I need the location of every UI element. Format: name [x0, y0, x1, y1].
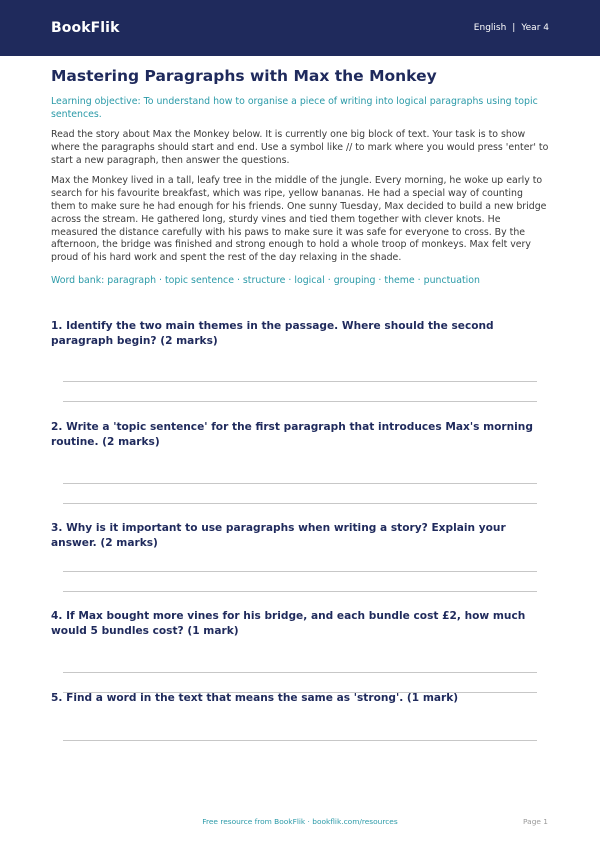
story-passage: Max the Monkey lived in a tall, leafy tree in the middle of the jungle. Every morning, he woke up early to search for his favourite breakfast, which was ripe, yellow bananas. He had a special way of counting them to make sure he had enough for his friends. One sunny Tuesday, Max decided to build a new bridge across the stream. He gathered long, sturdy vines and tied them together with clever knots. He measured the distance carefully with his paws to make sure it was safe for everyone to cross. By the afternoon, the bridge was finished and strong enough to hold a whole troop of monkeys. Max felt very proud of his hard work and spent the rest of the day relaxing in the shade.: [51, 175, 547, 264]
instructions: Read the story about Max the Monkey below. It is currently one big block of text. Your task is to show where the paragraphs should start and end. Use a symbol like // to mark where you would press 'enter' to start a new paragraph, then answer the questions.: [51, 129, 549, 166]
answer-line[interactable]: [63, 381, 537, 382]
worksheet-content: [51, 66, 549, 287]
answer-line[interactable]: [63, 401, 537, 402]
learning-objective: Learning objective: To understand how to organise a piece of writing into logical paragraphs using topic sentences.: [51, 96, 538, 120]
question-3: 3. Why is it important to use paragraphs when writing a story? Explain your answer. (2 marks): [51, 522, 506, 549]
page-title: Mastering Paragraphs with Max the Monkey: [51, 67, 437, 85]
answer-line[interactable]: [63, 591, 537, 592]
answer-line[interactable]: [63, 571, 537, 572]
answer-line[interactable]: [63, 740, 537, 741]
answer-line[interactable]: [63, 483, 537, 484]
page-number: Page 1: [523, 817, 548, 826]
question-4: 4. If Max bought more vines for his bridge, and each bundle cost £2, how much would 5 bundles cost? (1 mark): [51, 610, 526, 637]
answer-line[interactable]: [63, 503, 537, 504]
word-bank: Word bank: paragraph · topic sentence · structure · logical · grouping · theme · punctuation: [51, 274, 480, 286]
meta-separator: |: [512, 23, 516, 33]
header-meta: [474, 23, 549, 33]
subject-label: English: [473, 23, 507, 33]
year-label: Year 4: [521, 23, 549, 33]
question-5: 5. Find a word in the text that means the same as 'strong'. (1 mark): [51, 692, 459, 704]
question-1: 1. Identify the two main themes in the passage. Where should the second paragraph begin? (2 marks): [51, 320, 494, 347]
answer-line[interactable]: [63, 672, 537, 673]
footer-resource-link[interactable]: Free resource from BookFlik · bookflik.com/resources: [202, 817, 398, 826]
question-2: 2. Write a 'topic sentence' for the first paragraph that introduces Max's morning routine. (2 marks): [51, 421, 533, 448]
header-bar: [0, 0, 600, 56]
brand-logo: BookFlik: [51, 20, 120, 36]
